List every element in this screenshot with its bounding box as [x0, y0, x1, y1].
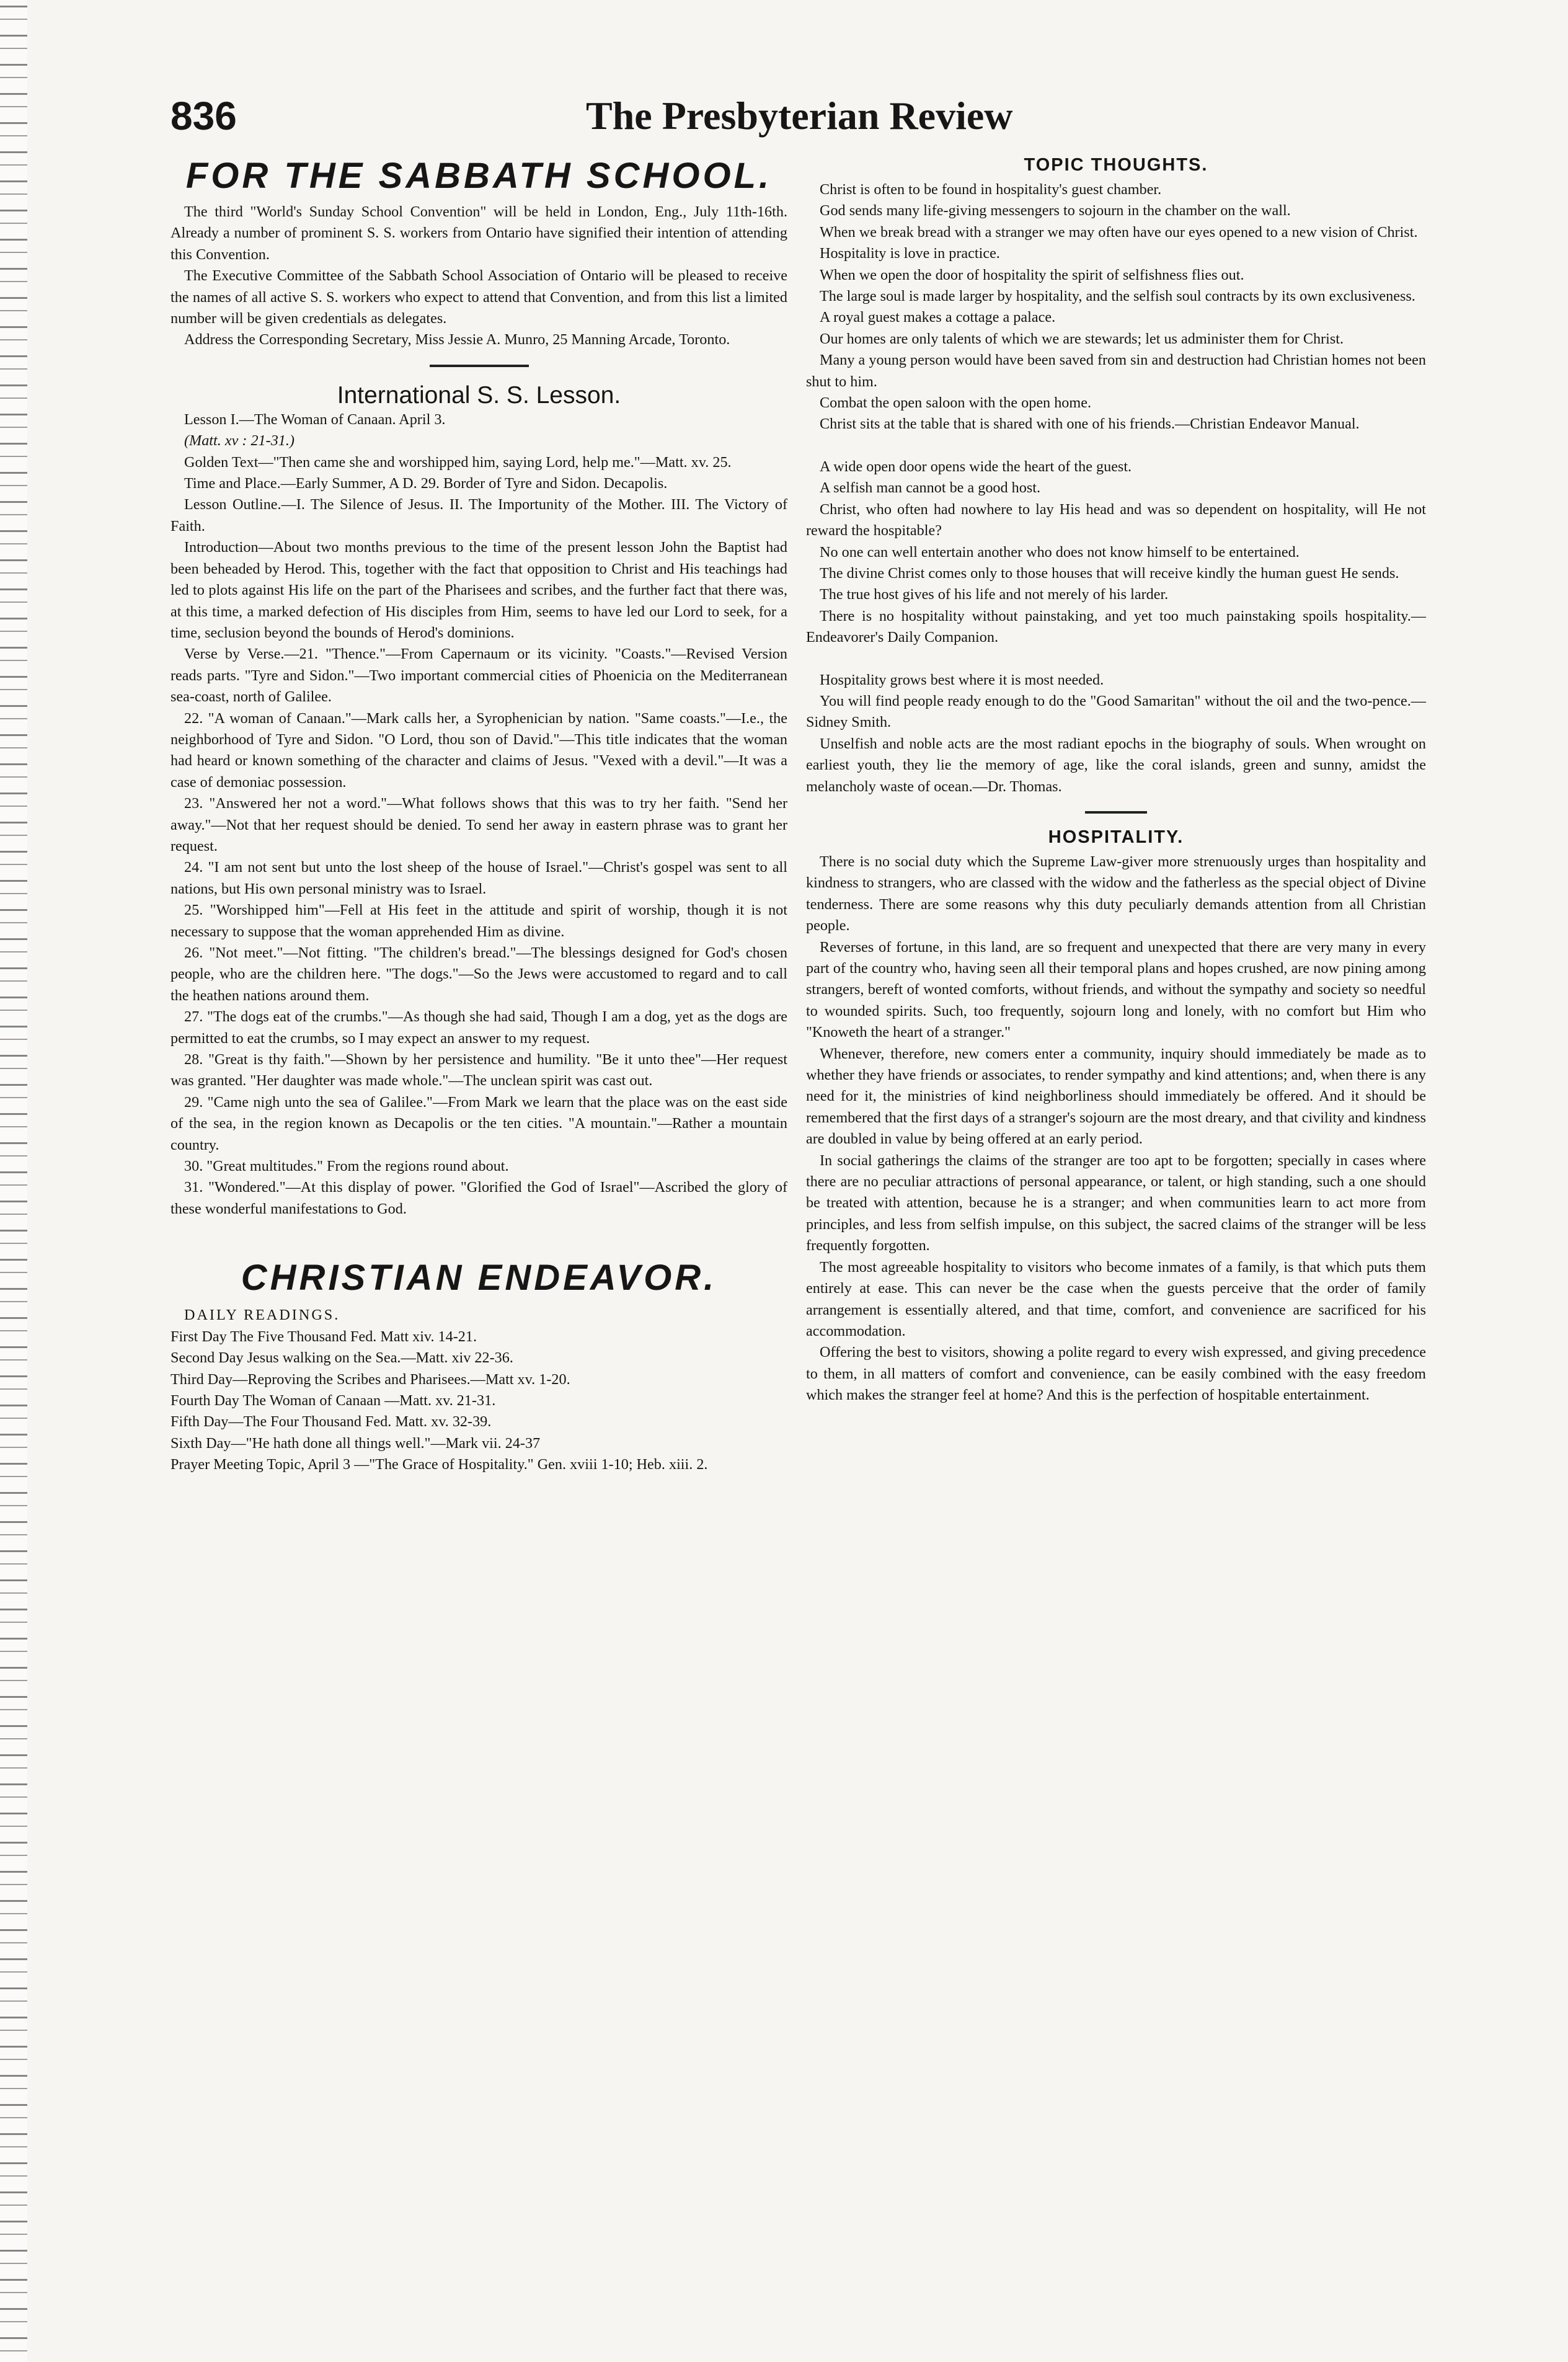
topic-thoughts-heading: TOPIC THOUGHTS.: [1024, 155, 1208, 175]
thought-item: No one can well entertain another who does not know himself to be entertained.: [820, 543, 1300, 561]
thought-item: God sends many life-giving messengers to sojourn in the chamber on the wall.: [820, 202, 1291, 220]
paragraph: Offering the best to visitors, showing a polite regard to every wish expressed, and giving precedence to them, in all matters of comfort and convenience, can be easily combined with the easy freedom which makes the stranger feel at home? And this is the perfection of hospitable entertainment.: [806, 1344, 1426, 1404]
paragraph: Verse by Verse.—21. "Thence."—From Capernaum or its vicinity. "Coasts."—Revised Version reads parts. "Tyre and Sidon."—Two important commercial cities of Phoenicia on the Mediterranean sea-coast, north of Galilee.: [171, 646, 787, 706]
page-number: 836: [171, 94, 237, 138]
thought-item: Unselfish and noble acts are the most radiant epochs in the biography of souls. When wrought on earliest youth, they lie the memory of age, like the coral islands, green and sunny, amidst the melancholy waste of ocean.—Dr. Thomas.: [806, 735, 1426, 795]
thought-item: The large soul is made larger by hospitality, and the selfish soul contracts by its own exclusiveness.: [820, 288, 1415, 305]
topic-thoughts-group-1: [806, 179, 1426, 435]
paragraph: Time and Place.—Early Summer, A D. 29. Border of Tyre and Sidon. Decapolis.: [184, 475, 668, 492]
thought-item: Our homes are only talents of which we are stewards; let us administer them for Christ.: [820, 330, 1344, 347]
paragraph: 29. "Came nigh unto the sea of Galilee."—From Mark we learn that the place was on the east side of the sea, in the region known as Decapolis or the ten cities. "A mountain."—Rather a mountain country.: [171, 1093, 787, 1153]
left-column: [171, 155, 787, 1476]
paragraph: 23. "Answered her not a word."—What follows shows that this was to try her faith. "Send her away."—Not that her request should be denied. To send her away in eastern phrase was to grant her request.: [171, 795, 787, 855]
thought-item: When we break bread with a stranger we may often have our eyes opened to a new vision of Christ.: [820, 223, 1418, 241]
daily-readings-heading: DAILY READINGS.: [184, 1307, 340, 1324]
christian-endeavor-heading: CHRISTIAN ENDEAVOR.: [241, 1258, 717, 1299]
lesson-line: Lesson I.—The Woman of Canaan. April 3.: [184, 411, 446, 428]
right-column: [806, 155, 1426, 1406]
paragraph: 28. "Great is thy faith."—Shown by her persistence and humility. "Be it unto thee"—Her request was granted. "Her daughter was made whole."—The unclean spirit was cast out.: [171, 1051, 787, 1090]
sabbath-school-article: [171, 202, 787, 351]
thought-item: Hospitality is love in practice.: [820, 245, 1000, 262]
page-header: [171, 93, 1039, 149]
thought-item: The true host gives of his life and not merely of his larder.: [820, 586, 1169, 603]
sabbath-school-heading: FOR THE SABBATH SCHOOL.: [185, 156, 773, 196]
thought-item: The divine Christ comes only to those houses that will receive kindly the human guest He sends.: [820, 564, 1399, 582]
reading-item: Third Day—Reproving the Scribes and Pharisees.—Matt xv. 1-20.: [171, 1370, 570, 1388]
daily-readings-list: [171, 1326, 787, 1476]
reading-item: Fifth Day—The Four Thousand Fed. Matt. xv. 32-39.: [171, 1413, 492, 1431]
reading-item: Fourth Day The Woman of Canaan —Matt. xv. 21-31.: [171, 1392, 496, 1409]
thought-item: Hospitality grows best where it is most needed.: [820, 671, 1104, 688]
reading-item: Sixth Day—"He hath done all things well."—Mark vii. 24-37: [171, 1434, 541, 1452]
paragraph: The third "World's Sunday School Convention" will be held in London, Eng., July 11th-16th. Already a number of prominent S. S. workers from Ontario have signified their intention of attending this Convention.: [171, 203, 787, 263]
thought-item: A selfish man cannot be a good host.: [820, 479, 1041, 497]
scan-edge: [0, 0, 27, 2362]
journal-title: The Presbyterian Review: [586, 94, 1013, 138]
paragraph: There is no social duty which the Supreme Law-giver more strenuously urges than hospitality and kindness to strangers, who are classed with the widow and the fatherless as the special object of Divine tenderness. There are some reasons why this duty peculiarly demands attention from all Christian people.: [806, 853, 1426, 935]
paragraph: In social gatherings the claims of the stranger are too apt to be forgotten; specially in cases where there are no peculiar attractions of personal appearance, or talent, or high standing, such a one should be treated with attention, because he is a stranger; and when communities learn to act more from principles, and less from selfish impulse, on this subject, the sacred claims of the stranger will be less frequently forgotten.: [806, 1152, 1426, 1254]
thought-item: Christ sits at the table that is shared with one of his friends.—Christian Endeavor Manual.: [820, 415, 1360, 433]
reading-item: Prayer Meeting Topic, April 3 —"The Grace of Hospitality." Gen. xviii 1-10; Heb. xiii. 2.: [171, 1456, 708, 1473]
topic-thoughts-group-2: [806, 456, 1426, 649]
thought-item: Combat the open saloon with the open home.: [820, 394, 1091, 412]
hospitality-article: [806, 851, 1426, 1406]
reading-item: Second Day Jesus walking on the Sea.—Matt. xiv 22-36.: [171, 1349, 513, 1367]
paragraph: 25. "Worshipped him"—Fell at His feet in the attitude and spirit of worship, though it is not necessary to suppose that the woman apprehended Him as divine.: [171, 902, 787, 940]
lesson-heading: International S. S. Lesson.: [337, 381, 621, 409]
paragraph: 31. "Wondered."—At this display of power. "Glorified the God of Israel"—Ascribed the glory of these wonderful manifestations to God.: [171, 1179, 787, 1217]
paragraph: 26. "Not meet."—Not fitting. "The children's bread."—The blessings designed for God's chosen people, who are the children here. "The dogs."—So the Jews were accustomed to regard and to call the heathen nations around them.: [171, 944, 787, 1004]
paragraph: 30. "Great multitudes." From the regions round about.: [184, 1158, 509, 1175]
thought-item: Many a young person would have been saved from sin and destruction had Christian homes not been shut to him.: [806, 352, 1426, 390]
thought-item: A wide open door opens wide the heart of the guest.: [820, 458, 1132, 475]
lesson-article: [171, 452, 787, 1220]
paragraph: 27. "The dogs eat of the crumbs."—As though she had said, Though I am a dog, yet as the dogs are permitted to eat the crumbs, so I may expect an answer to my request.: [171, 1008, 787, 1047]
thought-item: When we open the door of hospitality the spirit of selfishness flies out.: [820, 266, 1244, 283]
lesson-reference: (Matt. xv : 21-31.): [184, 432, 295, 450]
thought-item: There is no hospitality without painstaking, and yet too much painstaking spoils hospitality.—Endeavorer's Daily Companion.: [806, 607, 1426, 646]
paragraph: Whenever, therefore, new comers enter a community, inquiry should immediately be made as to whether they have friends or associates, to render sympathy and kind attentions; and, when there is any need for it, the ministries of kind neighborliness should immediately be offered. And it should be remembered that the first days of a stranger's sojourn are the most dreary, and that civility and kindness are doubled in value by being offered at an early period.: [806, 1045, 1426, 1148]
thought-item: Christ, who often had nowhere to lay His head and was so dependent on hospitality, will He not reward the hospitable?: [806, 500, 1426, 539]
paragraph: Address the Corresponding Secretary, Miss Jessie A. Munro, 25 Manning Arcade, Toronto.: [184, 331, 730, 349]
paragraph: The most agreeable hospitality to visitors who become inmates of a family, is that which puts them entirely at ease. This can never be the case when the guests perceive that the order of family arrangement is essentially altered, and that time, comfort, and convenience are sacrificed for his accommodation.: [806, 1258, 1426, 1339]
paragraph: Reverses of fortune, in this land, are so frequent and unexpected that there are very many in every part of the country who, having seen all their temporal plans and hopes crushed, are now pining among strangers, bereft of wonted comforts, without friends, and without the sympathy and society so needful to wounded spirits. Such, too frequently, sojourn long and lonely, with no comfort but Him who "Knoweth the heart of a stranger.": [806, 938, 1426, 1041]
paragraph: Introduction—About two months previous to the time of the present lesson John the Baptist had been beheaded by Herod. This, together with the fact that opposition to Christ and His teachings had led to plots against His life on the part of the Pharisees and scribes, and the further fact that there was, at this time, a marked defection of His disciples from Him, seems to have led our Lord to seek, for a time, seclusion beyond the bounds of Herod's dominions.: [171, 539, 787, 641]
paragraph: The Executive Committee of the Sabbath School Association of Ontario will be pleased to receive the names of all active S. S. workers who expect to attend that Convention, and from this list a limited number will be given credentials as delegates.: [171, 267, 787, 327]
paragraph: Lesson Outline.—I. The Silence of Jesus. II. The Importunity of the Mother. III. The Victory of Faith.: [171, 496, 787, 535]
paragraph: 24. "I am not sent but unto the lost sheep of the house of Israel."—Christ's gospel was sent to all nations, but His own personal ministry was to Israel.: [171, 859, 787, 897]
thought-item: You will find people ready enough to do the "Good Samaritan" without the oil and the two-pence.—Sidney Smith.: [806, 692, 1426, 731]
thought-item: Christ is often to be found in hospitality's guest chamber.: [820, 181, 1162, 198]
topic-thoughts-group-3: [806, 670, 1426, 797]
paragraph: 22. "A woman of Canaan."—Mark calls her, a Syrophenician by nation. "Same coasts."—I.e., the neighborhood of Tyre and Sidon. "O Lord, thou son of David."—This title indicates that the woman had heard or known something of the character and claims of Jesus. "Vexed with a devil."—It was a case of demoniac possession.: [171, 709, 787, 791]
paragraph: Golden Text—"Then came she and worshipped him, saying Lord, help me."—Matt. xv. 25.: [184, 453, 732, 471]
hospitality-heading: HOSPITALITY.: [1048, 827, 1184, 847]
reading-item: First Day The Five Thousand Fed. Matt xiv. 14-21.: [171, 1328, 477, 1345]
thought-item: A royal guest makes a cottage a palace.: [820, 309, 1056, 326]
